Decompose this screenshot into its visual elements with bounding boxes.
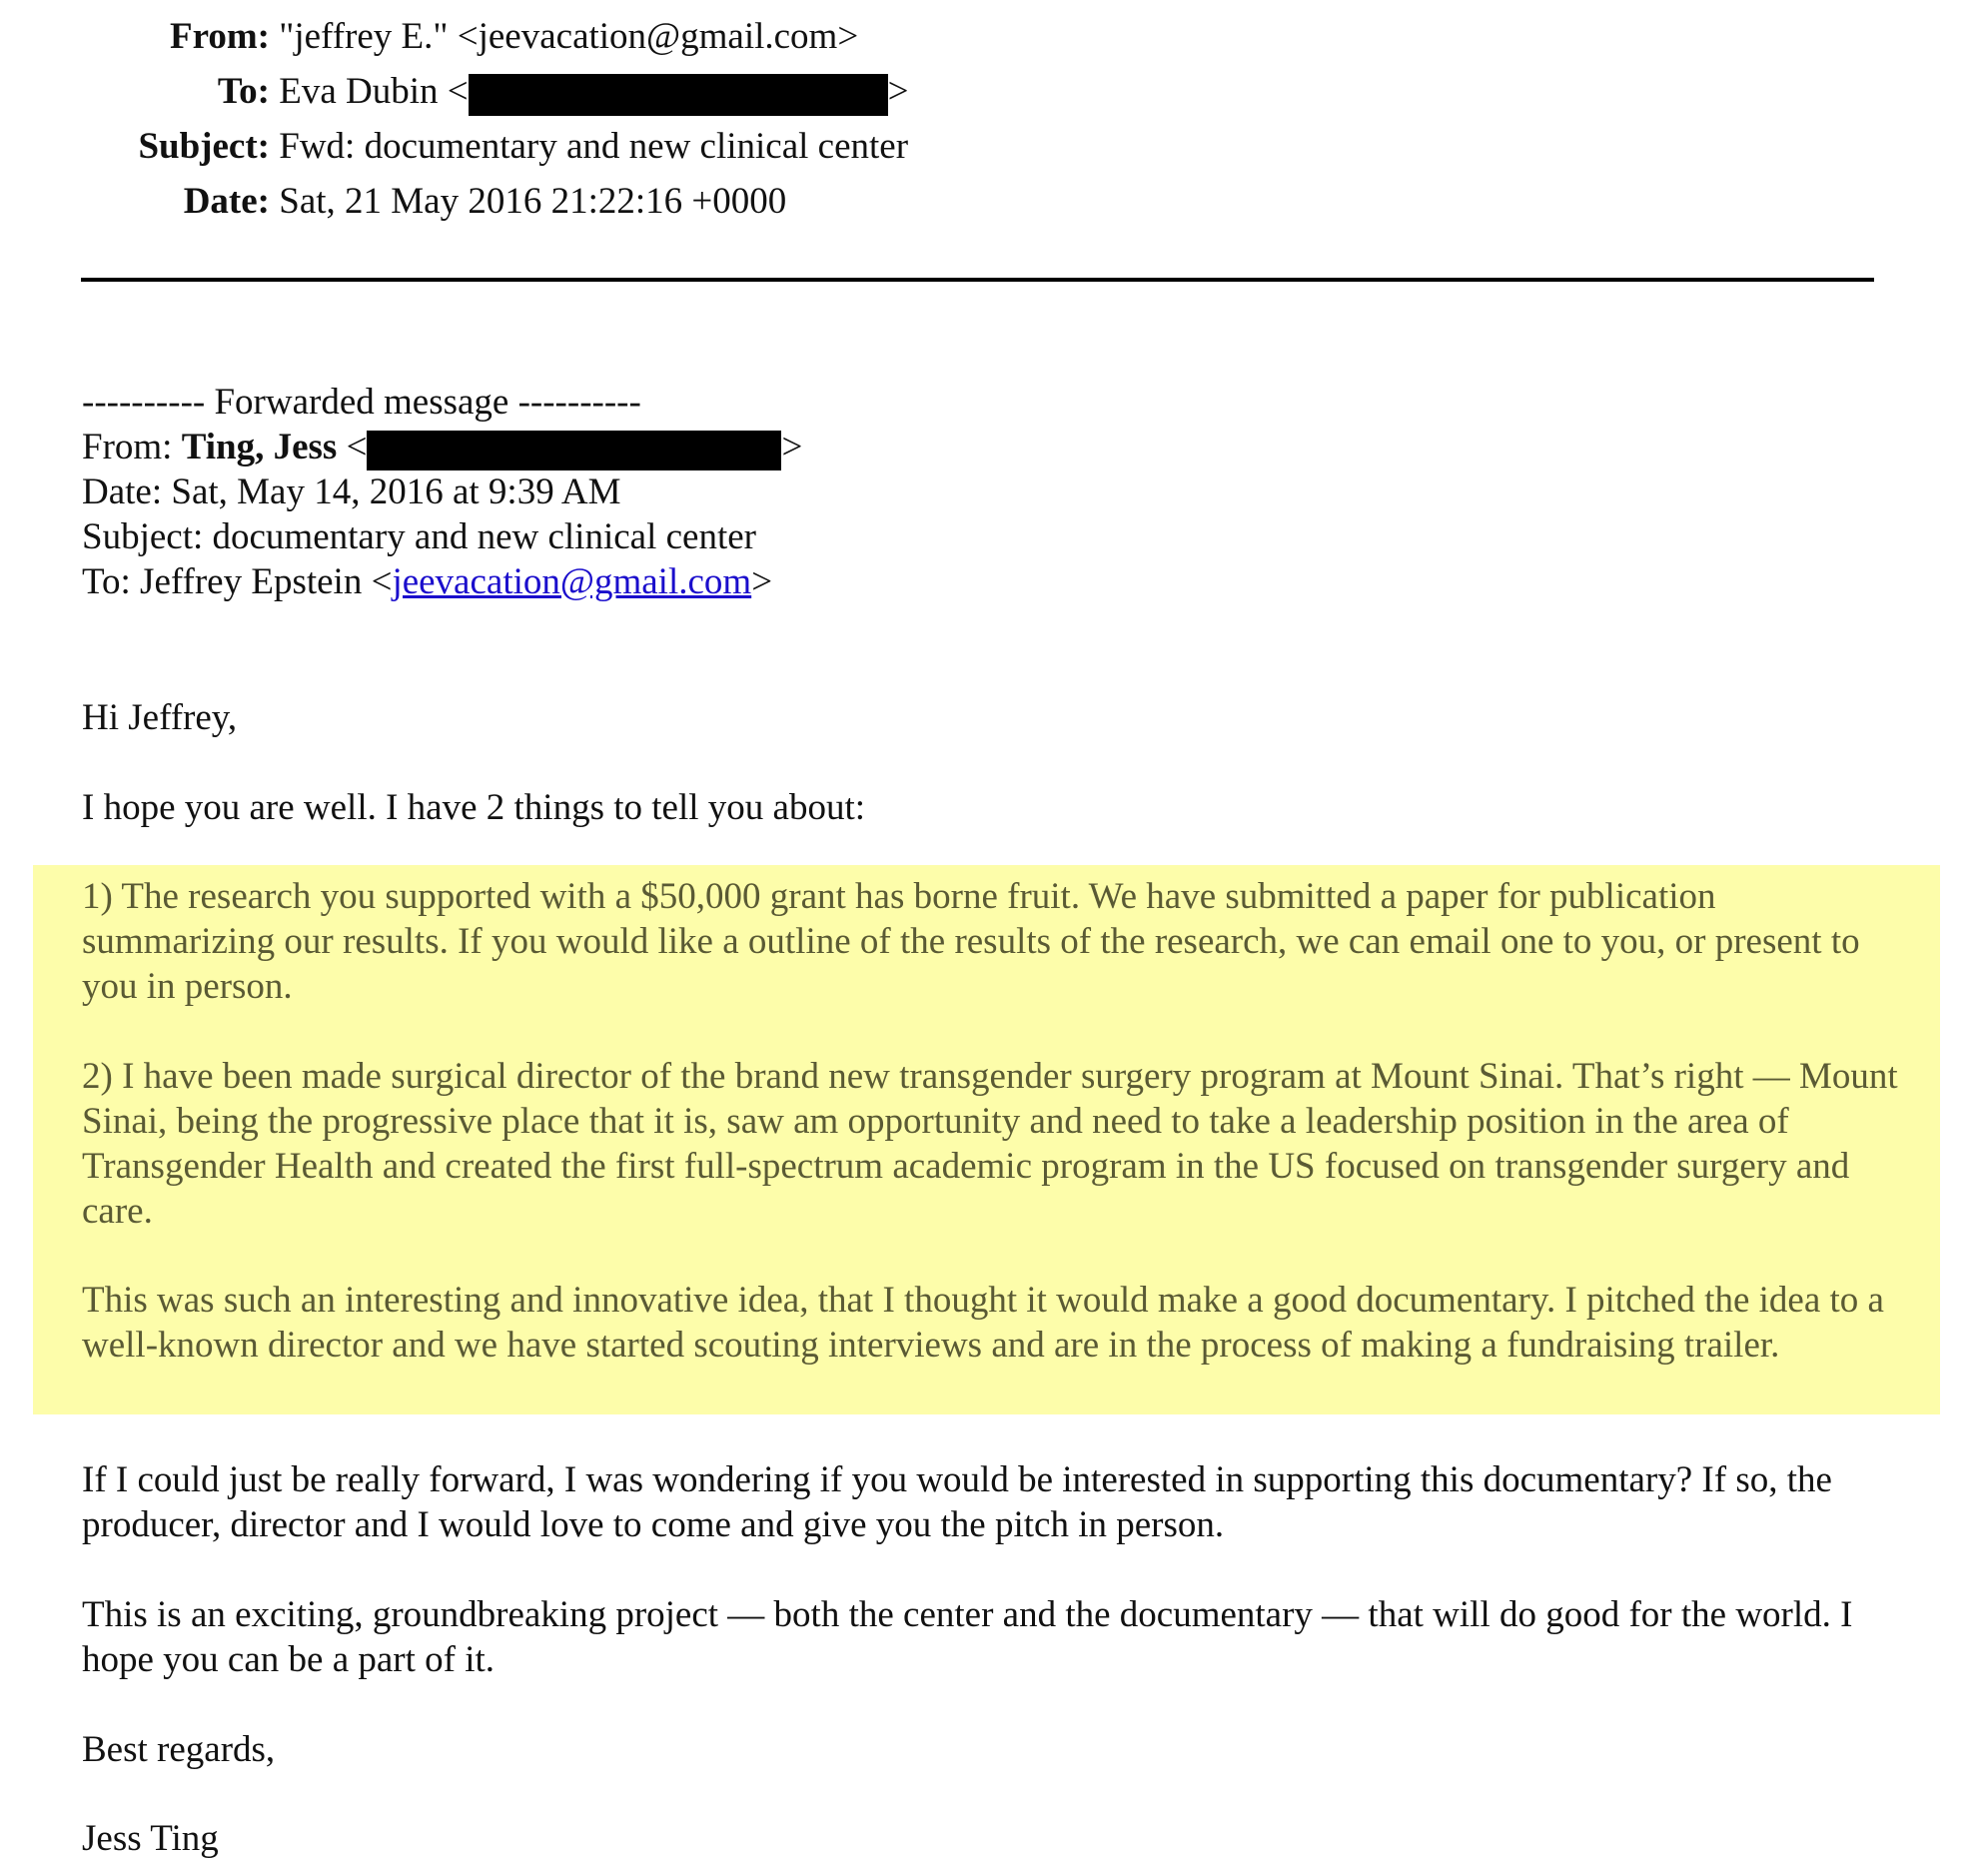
header-to-name: Eva Dubin <: [279, 71, 469, 112]
email-link[interactable]: jeevacation@gmail.com: [392, 561, 752, 602]
header-from-label: From:: [170, 16, 270, 57]
forwarded-from-prefix: From:: [82, 427, 182, 467]
forwarded-to-prefix: To: Jeffrey Epstein <: [82, 561, 393, 602]
documentary-paragraph: This was such an interesting and innovative idea, that I thought it would make a good documentary. I pitched the idea to a well-known director and we have started scouting interviews and are in the process of making a fundraising trailer.: [82, 1280, 1884, 1366]
request-paragraph: If I could just be really forward, I was wondering if you would be interested in supporting this documentary? If so, the producer, director and I would love to come and give you the pitch in person.: [82, 1459, 1832, 1545]
header-to-value: [279, 67, 908, 117]
header-subject-value: Fwd: documentary and new clinical center: [279, 126, 909, 167]
header-from-row: [0, 12, 858, 62]
forwarded-from-line: [82, 426, 802, 469]
signoff: Best regards,: [82, 1729, 276, 1770]
header-to-label: To:: [217, 71, 270, 112]
header-subject-row: [0, 122, 908, 172]
redaction-block: [367, 431, 781, 470]
header-to-row: [0, 67, 909, 117]
header-date-label: Date:: [183, 181, 270, 222]
header-date-value: Sat, 21 May 2016 21:22:16 +0000: [279, 181, 787, 222]
forwarded-to-line: [82, 560, 772, 604]
point-one-paragraph: 1) The research you supported with a $50,000 grant has borne fruit. We have submitted a paper for publication summarizing our results. If you would like a outline of the results of the research, we can email one to you, or present to you in person.: [82, 876, 1860, 1007]
header-date-row: [0, 177, 786, 227]
signature: Jess Ting: [82, 1818, 219, 1859]
header-subject-label: Subject:: [138, 126, 270, 167]
header-to-close: >: [887, 71, 909, 112]
header-from-value: "jeffrey E." <jeevacation@gmail.com>: [279, 16, 859, 57]
point-two-paragraph: 2) I have been made surgical director of the brand new transgender surgery program at Mount Sinai. That’s right — Mount Sinai, being the progressive place that it is, saw am opportunity and need to take a leadership position in the area of Transgender Health and created the first full-spectrum academic program in the US focused on transgender surgery and care.: [82, 1056, 1898, 1232]
forwarded-from-close: >: [781, 427, 803, 467]
forwarded-from-open: <: [337, 427, 368, 467]
forwarded-separator: ---------- Forwarded message ----------: [82, 382, 641, 423]
intro-paragraph: I hope you are well. I have 2 things to tell you about:: [82, 787, 866, 828]
redaction-block: [469, 74, 888, 116]
forwarded-subject-line: Subject: documentary and new clinical center: [82, 516, 756, 557]
forwarded-date-line: Date: Sat, May 14, 2016 at 9:39 AM: [82, 471, 621, 512]
forwarded-to-close: >: [751, 561, 773, 602]
forwarded-from-name: Ting, Jess: [181, 427, 338, 467]
greeting: Hi Jeffrey,: [82, 697, 238, 738]
header-divider: [81, 278, 1874, 282]
closing-paragraph: This is an exciting, groundbreaking project — both the center and the documentary — that will do good for the world. I hope you can be a part of it.: [82, 1594, 1853, 1680]
